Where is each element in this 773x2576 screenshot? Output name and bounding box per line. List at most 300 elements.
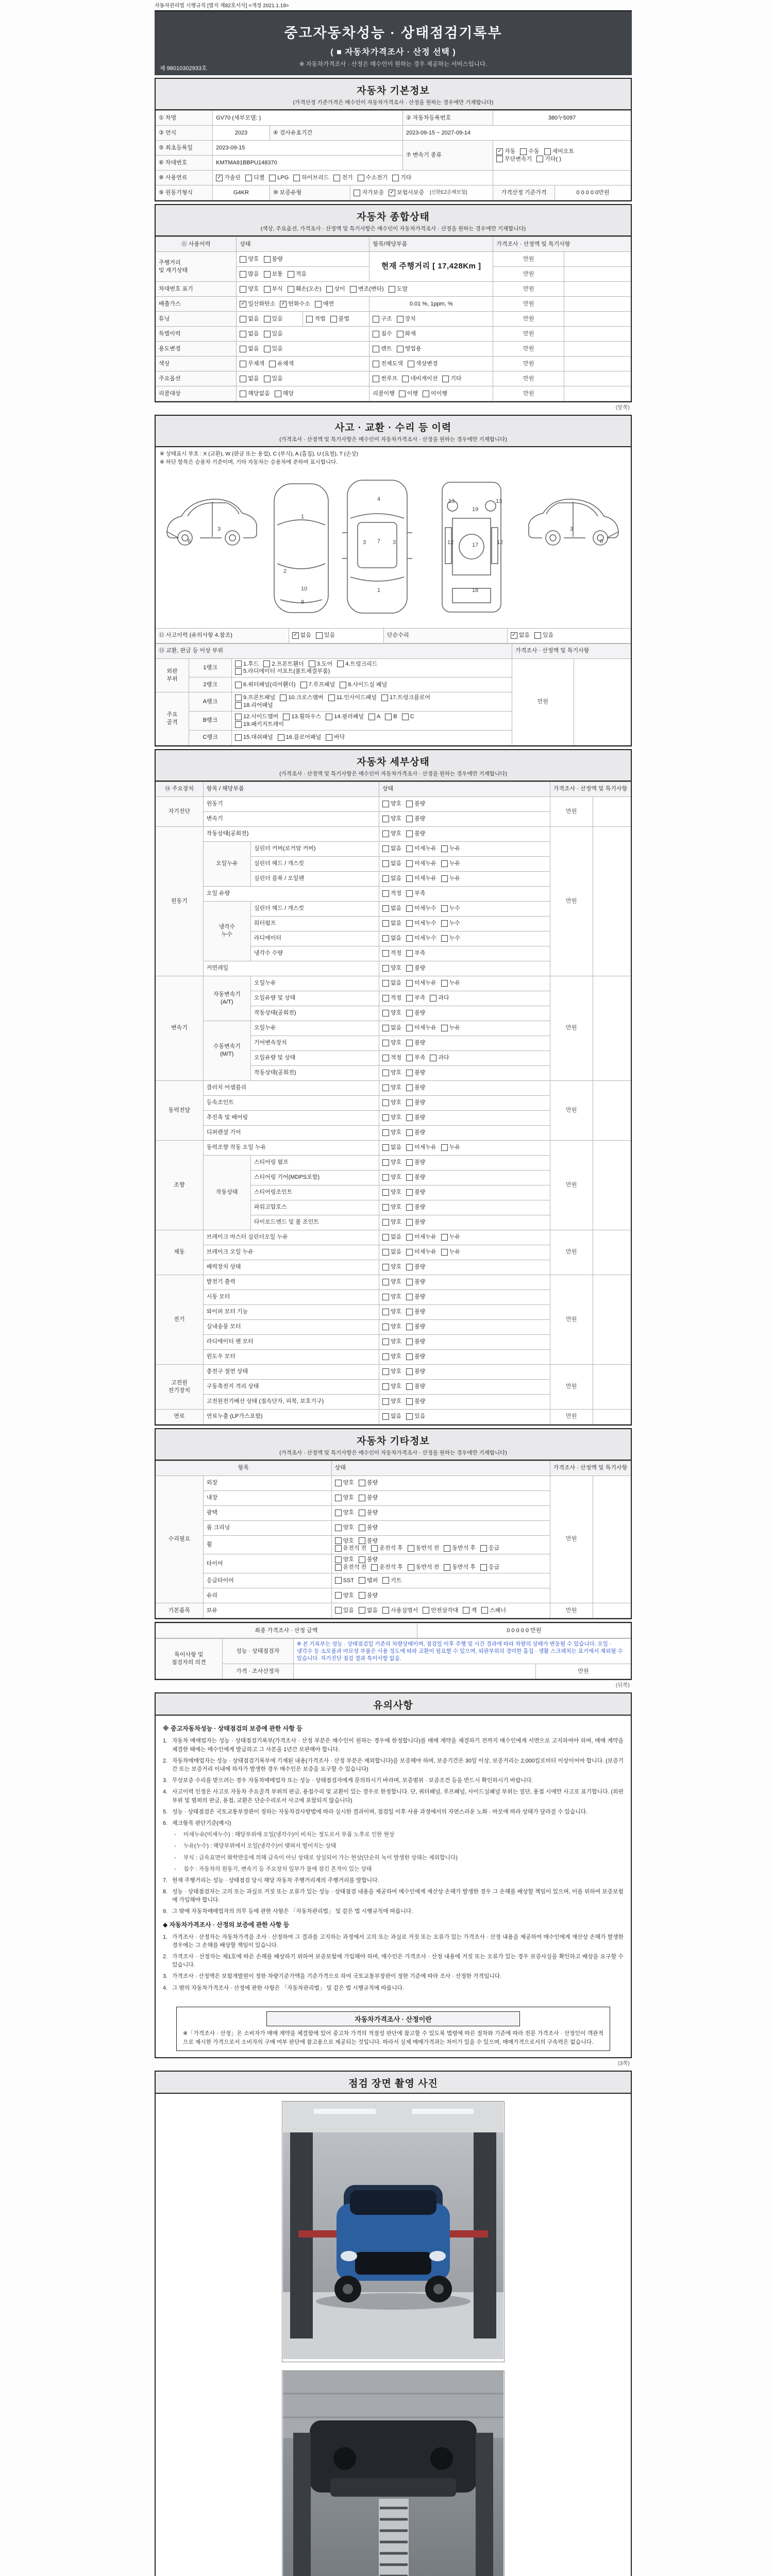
checkbox-누수[interactable]: 누수 [441, 920, 460, 927]
diagram-part-number: 3 [393, 539, 396, 546]
checkbox-미세누유[interactable]: 미세누유 [406, 1144, 436, 1151]
checkbox-없음[interactable]: 없음 [382, 875, 401, 883]
section-etc-title: 자동차 기타정보 [357, 1435, 430, 1447]
checkbox-누유[interactable]: 누유 [441, 1024, 460, 1032]
checkbox-색상변경[interactable]: 색상변경 [408, 360, 438, 368]
table-cell: 1랭크 [189, 658, 232, 677]
checkbox-불량[interactable]: 불량 [406, 1368, 425, 1376]
checkbox-기타( )[interactable]: 기타( ) [536, 156, 561, 163]
checkbox-불량[interactable]: 불량 [406, 1009, 425, 1017]
checkbox-수소전기[interactable]: 수소전기 [358, 174, 388, 182]
checkbox-불량[interactable]: 불량 [406, 1084, 425, 1092]
checkbox-불량[interactable]: 불량 [359, 1509, 378, 1517]
checkbox-양호[interactable]: 양호 [335, 1509, 354, 1517]
page-marker-back: (뒤쪽) [615, 1682, 630, 1689]
checkbox-cell [379, 871, 550, 886]
checkbox-불량[interactable]: 불량 [406, 1159, 425, 1166]
checkbox-cell [303, 312, 369, 327]
checkbox-4.트렁크리드[interactable]: 4.트렁크리드 [337, 660, 377, 668]
checkbox-상이[interactable]: 상이 [326, 285, 345, 293]
diagram-part-number: 1 [377, 587, 381, 594]
checkbox-렌트[interactable]: 렌트 [373, 345, 392, 353]
checkbox-불량[interactable]: 불량 [406, 830, 425, 838]
checkbox-cell [232, 677, 512, 692]
table-cell: 응급타이어 [203, 1573, 331, 1588]
checkbox-세미오토[interactable]: 세미오토 [544, 148, 575, 156]
table-cell: 차대번호 표기 [156, 282, 237, 297]
table-cell: 기본품목 [156, 1603, 203, 1618]
checkbox-양호[interactable]: 양호 [335, 1592, 354, 1600]
checkbox-불량[interactable]: 불량 [406, 1174, 425, 1181]
checkbox-미세누유[interactable]: 미세누유 [406, 875, 436, 883]
table-cell: A랭크 [189, 692, 232, 711]
checkbox-미세누유[interactable]: 미세누유 [406, 979, 436, 987]
checkbox-있음[interactable]: 있음 [335, 1607, 354, 1615]
checkbox-장치[interactable]: 장치 [397, 315, 416, 323]
checkbox-cell [237, 371, 369, 386]
table-cell: 실린더 커버(로커암 커버) [250, 841, 379, 856]
price-appraisal-box-title: 자동차가격조사 · 산정이란 [266, 2011, 520, 2026]
notice-body [156, 1716, 631, 2001]
table-cell: ⑬ 교환, 판금 등 이상 부위 [156, 643, 512, 658]
checkbox-1.후드[interactable]: 1.후드 [235, 660, 259, 668]
table-cell [593, 1603, 631, 1618]
table-cell: 성능 · 상태점검자 [222, 1638, 293, 1664]
checkbox-사용설명서[interactable]: 사용설명서 [382, 1607, 418, 1615]
exchange-panel-table [156, 643, 631, 745]
diagram-part-number: 1 [301, 513, 305, 520]
checkbox-양호[interactable]: 양호 [335, 1537, 354, 1545]
value-warranty-type: 자가보증 ✓ 보험사보증 [신한EZ손해보험] [350, 185, 493, 200]
checkbox-없음[interactable]: ✓ 없음 [511, 632, 530, 639]
checkbox-양호[interactable]: 양호 [382, 1084, 401, 1092]
checkbox-불량[interactable]: 불량 [359, 1556, 378, 1564]
checkbox-바닥[interactable]: 바닥 [326, 734, 345, 741]
checkbox-불법[interactable]: 불법 [330, 315, 349, 323]
checkbox-cell [379, 1290, 550, 1304]
table-cell [593, 1080, 631, 1140]
checkbox-불량[interactable]: 불량 [406, 1114, 425, 1122]
statute-reference: 자동차관리법 시행규칙 [별지 제82호서식] <개정 2021.1.19> [155, 3, 289, 9]
checkbox-미세누유[interactable]: 미세누유 [406, 860, 436, 868]
checkbox-미세누수[interactable]: 미세누수 [406, 935, 436, 942]
checkbox-없음[interactable]: 없음 [382, 860, 401, 868]
checkbox-양호[interactable]: 양호 [382, 1099, 401, 1107]
checkbox-안전삼각대[interactable]: 안전삼각대 [423, 1607, 458, 1615]
checkbox-양호[interactable]: 양호 [382, 1114, 401, 1122]
checkbox-SST[interactable]: SST [335, 1577, 354, 1585]
checkbox-불량[interactable]: 불량 [406, 1189, 425, 1196]
section-detail-header [156, 750, 631, 782]
checkbox-양호[interactable]: 양호 [382, 1308, 401, 1316]
diagram-front-top [274, 484, 328, 613]
checkbox-양호[interactable]: 양호 [382, 1174, 401, 1181]
checkbox-cell [379, 1394, 550, 1409]
checkbox-과다[interactable]: 과다 [430, 1054, 449, 1062]
table-cell [564, 327, 631, 342]
checkbox-양호[interactable]: 양호 [382, 1159, 401, 1166]
checkbox-양호[interactable]: 양호 [382, 1368, 401, 1376]
checkbox-19.패키지트레이[interactable]: 19.패키지트레이 [235, 721, 284, 728]
checkbox-양호[interactable]: 양호 [382, 1398, 401, 1405]
checkbox-cell [379, 931, 550, 946]
checkbox-수동[interactable]: 수동 [520, 148, 539, 156]
checkbox-침수[interactable]: 침수 [373, 330, 392, 338]
checkbox-동반석 전[interactable]: 동반석 전 [408, 1564, 440, 1571]
checkbox-매연[interactable]: 매연 [315, 300, 334, 308]
checkbox-불량[interactable]: 불량 [406, 1129, 425, 1137]
checkbox-불량[interactable]: 불량 [406, 1308, 425, 1316]
checkbox-불량[interactable]: 불량 [406, 1263, 425, 1271]
checkbox-전체도색[interactable]: 전체도색 [373, 360, 403, 368]
checkbox-없음[interactable]: 없음 [382, 1248, 401, 1256]
table-cell [593, 976, 631, 1080]
checkbox-cell [379, 1125, 550, 1140]
checkbox-3.도어[interactable]: 3.도어 [309, 660, 332, 668]
checkbox-불량[interactable]: 불량 [406, 1069, 425, 1077]
checkbox-자동[interactable]: ✓ 자동 [496, 148, 515, 156]
checkbox-양호[interactable]: 양호 [335, 1524, 354, 1532]
checkbox-있음[interactable]: 있음 [264, 330, 283, 338]
checkbox-불량[interactable]: 불량 [406, 1398, 425, 1405]
checkbox-불량[interactable]: 불량 [406, 1218, 425, 1226]
notice-item: 4. 그 밖의 자동차가격조사 · 산정에 관한 사항은 「자동차관리법」 및 같은 법 시행규칙에 따릅니다. [163, 1985, 405, 1991]
checkbox-없음[interactable]: 없음 [240, 315, 259, 323]
checkbox-누유[interactable]: 누유 [441, 1144, 460, 1151]
table-cell: 유리 [203, 1588, 331, 1603]
table-cell: 리콜대상 [156, 386, 237, 401]
checkbox-불량[interactable]: 불량 [406, 1099, 425, 1107]
table-cell: 주행거리 및 계기상태 [156, 252, 237, 282]
checkbox-cell [379, 856, 550, 871]
checkbox-해당[interactable]: 해당 [275, 390, 294, 398]
checkbox-부족[interactable]: 부족 [406, 1054, 425, 1062]
checkbox-누수[interactable]: 누수 [441, 935, 460, 942]
checkbox-cell [379, 1110, 550, 1125]
checkbox-양호[interactable]: 양호 [382, 1323, 401, 1331]
checkbox-응급[interactable]: 응급 [480, 1545, 499, 1552]
page-marker-3: (3쪽) [618, 2060, 630, 2067]
checkbox-템퍼[interactable]: 템퍼 [359, 1577, 378, 1585]
checkbox-적정[interactable]: 적정 [382, 994, 401, 1002]
checkbox-cell [379, 976, 550, 991]
checkbox-없음[interactable]: 없음 [382, 1413, 401, 1420]
checkbox-구조[interactable]: 구조 [373, 315, 392, 323]
table-cell: 라디에이터 [250, 931, 379, 946]
checkbox-적법[interactable]: 적법 [306, 315, 325, 323]
checkbox-6.쿼터패널(리어휀더)[interactable]: 6.쿼터패널(리어휀더) [235, 681, 296, 689]
checkbox-불량[interactable]: 불량 [406, 1353, 425, 1361]
checkbox-미세누유[interactable]: 미세누유 [406, 1248, 436, 1256]
checkbox-디젤[interactable]: 디젤 [245, 174, 264, 182]
checkbox-있음[interactable]: 있음 [264, 375, 283, 383]
checkbox-영업용[interactable]: 영업용 [397, 345, 422, 353]
checkbox-14.필러패널[interactable]: 14.필러패널 [326, 713, 364, 721]
checkbox-운전석 전[interactable]: 운전석 전 [335, 1545, 367, 1552]
checkbox-양호[interactable]: 양호 [382, 1009, 401, 1017]
checkbox-17.트렁크플로어[interactable]: 17.트렁크플로어 [381, 694, 430, 702]
checkbox-양호[interactable]: 양호 [335, 1494, 354, 1502]
checkbox-운전석 후[interactable]: 운전석 후 [371, 1564, 403, 1571]
checkbox-양호[interactable]: 양호 [382, 1204, 401, 1211]
table-cell: 스티어링 펌프 [250, 1155, 379, 1170]
checkbox-운전석 전[interactable]: 운전석 전 [335, 1564, 367, 1571]
table-cell: 작동상태(공회전) [250, 1006, 379, 1021]
checkbox-없음[interactable]: ✓ 없음 [292, 632, 311, 639]
checkbox-없음[interactable]: 없음 [382, 935, 401, 942]
checkbox-부족[interactable]: 부족 [406, 890, 425, 897]
checkbox-9.프론트패널[interactable]: 9.프론트패널 [235, 694, 275, 702]
checkbox-12.사이드멤버[interactable]: 12.사이드멤버 [235, 713, 278, 721]
checkbox-불량[interactable]: 불량 [264, 256, 283, 263]
checkbox-cell [379, 1050, 550, 1065]
checkbox-없음[interactable]: 없음 [382, 979, 401, 987]
checkbox-없음[interactable]: 없음 [240, 345, 259, 353]
table-cell: 연료 [156, 1409, 203, 1424]
checkbox-많음[interactable]: 많음 [240, 270, 259, 278]
checkbox-있음[interactable]: 있음 [316, 632, 335, 639]
checkbox-양호[interactable]: 양호 [382, 964, 401, 972]
table-cell [593, 1364, 631, 1409]
checkbox-전기[interactable]: 전기 [333, 174, 352, 182]
checkbox-부족[interactable]: 부족 [406, 994, 425, 1002]
table-cell: 작동상태(공회전) [250, 1065, 379, 1080]
section-detail-subtitle: (가격조사 · 산정액 및 특기사항은 매수인이 자동차가격조사 · 산정을 원하는 경우에만 기재합니다) [279, 770, 507, 777]
table-cell: 파워고압호스 [250, 1200, 379, 1215]
checkbox-양호[interactable]: 양호 [382, 815, 401, 823]
table-cell: 발전기 출력 [203, 1275, 379, 1290]
section-overall-header [156, 205, 631, 236]
checkbox-적음[interactable]: 적음 [288, 270, 307, 278]
checkbox-불량[interactable]: 불량 [406, 800, 425, 808]
checkbox-C[interactable]: C [402, 713, 414, 721]
checkbox-5.라디에이터 서포트(볼트체결부품)[interactable]: 5.라디에이터 서포트(볼트체결부품) [235, 668, 330, 675]
checkbox-기타[interactable]: 기타 [392, 174, 411, 182]
checkbox-있음[interactable]: 있음 [534, 632, 553, 639]
checkbox-일산화탄소[interactable]: ✓ 일산화탄소 [240, 300, 275, 308]
checkbox-양호[interactable]: 양호 [382, 1039, 401, 1047]
checkbox-누수[interactable]: 누수 [441, 905, 460, 912]
table-cell: 와이퍼 모터 기능 [203, 1304, 379, 1319]
checkbox-cell [379, 1170, 550, 1185]
checkbox-가솔린[interactable]: ✓ 가솔린 [216, 174, 241, 182]
checkbox-누유[interactable]: 누유 [441, 845, 460, 853]
checkbox-13.휠하우스[interactable]: 13.휠하우스 [283, 713, 321, 721]
checkbox-부족[interactable]: 부족 [406, 950, 425, 957]
checkbox-부식[interactable]: 부식 [264, 285, 283, 293]
checkbox-스패너[interactable]: 스패너 [481, 1607, 506, 1615]
checkbox-cell [232, 692, 512, 711]
checkbox-미세누유[interactable]: 미세누유 [406, 1233, 436, 1241]
checkbox-불량[interactable]: 불량 [359, 1592, 378, 1600]
checkbox-없음[interactable]: 없음 [240, 375, 259, 383]
checkbox-양호[interactable]: 양호 [382, 830, 401, 838]
checkbox-화재[interactable]: 화재 [397, 330, 416, 338]
table-cell: 만원 [550, 1476, 593, 1603]
checkbox-양호[interactable]: 양호 [240, 285, 259, 293]
checkbox-양호[interactable]: 양호 [335, 1479, 354, 1487]
checkbox-이행[interactable]: 이행 [399, 390, 418, 398]
checkbox-미세누수[interactable]: 미세누수 [406, 920, 436, 927]
checkbox-하이브리드[interactable]: 하이브리드 [293, 174, 329, 182]
checkbox-동반석 전[interactable]: 동반석 전 [408, 1545, 440, 1552]
checkbox-16.플로어패널[interactable]: 16.플로어패널 [278, 734, 321, 741]
checkbox-적정[interactable]: 적정 [382, 950, 401, 957]
checkbox-양호[interactable]: 양호 [382, 1263, 401, 1271]
checkbox-없음[interactable]: 없음 [240, 330, 259, 338]
table-cell: 만원 [493, 386, 564, 401]
checkbox-18.리어패널[interactable]: 18.리어패널 [235, 702, 273, 709]
checkbox-누유[interactable]: 누유 [441, 860, 460, 868]
section-photos [155, 2071, 632, 2576]
checkbox-15.대쉬패널[interactable]: 15.대쉬패널 [235, 734, 273, 741]
value-first-registered: 2023-09-15 [213, 141, 403, 156]
checkbox-훼손(오손)[interactable]: 훼손(오손) [288, 285, 322, 293]
checkbox-cell [379, 1095, 550, 1110]
table-cell: 자동변속기 (A/T) [203, 976, 250, 1021]
checkbox-기타[interactable]: 기타 [442, 375, 461, 383]
checkbox-적정[interactable]: 적정 [382, 890, 401, 897]
diagram-part-number: 19 [472, 506, 479, 513]
checkbox-미세누수[interactable]: 미세누수 [406, 905, 436, 912]
checkbox-도말[interactable]: 도말 [389, 285, 408, 293]
checkbox-양호[interactable]: 양호 [382, 1218, 401, 1226]
checkbox-양호[interactable]: 양호 [382, 1278, 401, 1286]
table-cell: 가격조사 · 산정액 및 특기사항 [512, 643, 631, 658]
checkbox-운전석 후[interactable]: 운전석 후 [371, 1545, 403, 1552]
checkbox-없음[interactable]: 없음 [382, 845, 401, 853]
checkbox-불량[interactable]: 불량 [406, 1323, 425, 1331]
checkbox-불량[interactable]: 불량 [406, 1383, 425, 1391]
table-cell: ③ 연식 [156, 126, 213, 141]
checkbox-cell [331, 1476, 550, 1490]
checkbox-A[interactable]: A [368, 713, 380, 721]
checkbox-적정[interactable]: 적정 [382, 1054, 401, 1062]
table-cell: 만원 [493, 267, 564, 282]
checkbox-동반석 후[interactable]: 동반석 후 [444, 1564, 476, 1571]
value-mileage: 현재 주행거리 [ 17,428Km ] [369, 252, 493, 282]
checkbox-변조(변타)[interactable]: 변조(변타) [350, 285, 384, 293]
checkbox-cell [379, 1379, 550, 1394]
checkbox-미이행[interactable]: 미이행 [423, 390, 447, 398]
checkbox-누유[interactable]: 누유 [441, 1248, 460, 1256]
checkbox-있음[interactable]: 있음 [264, 315, 283, 323]
checkbox-미세누유[interactable]: 미세누유 [406, 1024, 436, 1032]
table-cell: ⑦ 변속기 종류 [402, 141, 493, 171]
table-cell: 가격조사 · 산정액 및 특기사항 [550, 782, 631, 796]
table-cell: 냉각수 수량 [250, 946, 379, 961]
checkbox-해당없음[interactable]: 해당없음 [240, 390, 270, 398]
checkbox-썬루프[interactable]: 썬루프 [373, 375, 397, 383]
checkbox-미세누유[interactable]: 미세누유 [406, 845, 436, 853]
table-cell: 조향 [156, 1140, 203, 1230]
checkbox-양호[interactable]: 양호 [382, 1338, 401, 1346]
checkbox-양호[interactable]: 양호 [382, 1189, 401, 1196]
checkbox-자가보증[interactable]: 자가보증 [354, 189, 384, 197]
checkbox-탄화수소[interactable]: ✓ 탄화수소 [280, 300, 310, 308]
checkbox-11.인사이드패널[interactable]: 11.인사이드패널 [328, 694, 377, 702]
value-transmission [493, 141, 631, 171]
checkbox-없음[interactable]: 없음 [382, 1233, 401, 1241]
checkbox-양호[interactable]: 양호 [382, 1293, 401, 1301]
section-basic-title: 자동차 기본정보 [357, 86, 430, 96]
checkbox-불량[interactable]: 불량 [359, 1537, 378, 1545]
checkbox-누유[interactable]: 누유 [441, 979, 460, 987]
checkbox-불량[interactable]: 불량 [359, 1494, 378, 1502]
checkbox-불량[interactable]: 불량 [359, 1479, 378, 1487]
checkbox-양호[interactable]: 양호 [382, 1129, 401, 1137]
legend-line-1: ※ 상태표시 부호 : X (교환), W (판금 또는 용접), C (부식), A (흠집), U (요철), T (손상) [160, 451, 358, 457]
notice-item: 3. 가격조사 · 산정액은 보험개발원이 정한 차량기준가액을 기준가격으로 하여 국토교통부장관이 정한 기준에 따라 조사 · 산정한 가격입니다. [163, 1973, 502, 1980]
table-cell [593, 1230, 631, 1275]
table-cell: 워터펌프 [250, 916, 379, 931]
checkbox-불량[interactable]: 불량 [406, 1293, 425, 1301]
checkbox-없음[interactable]: 없음 [382, 1144, 401, 1151]
checkbox-없음[interactable]: 없음 [382, 920, 401, 927]
checkbox-과다[interactable]: 과다 [430, 994, 449, 1002]
checkbox-불량[interactable]: 불량 [406, 815, 425, 823]
checkbox-불량[interactable]: 불량 [406, 1338, 425, 1346]
notice-item: 2. 자동차매매업자는 성능 · 상태점검기록부에 기재된 내용(가격조사 · 산정 부분은 제외합니다)을 보증해야 하며, 보증기간은 30일 이상, 보증거리는 2,000킬로미터 이상이어야 합니다. (보증기간 또는 보증거리 이내에 하자가 발생한 경우 매수인은 보증을 요구할 수 있습니다) [163, 1757, 624, 1773]
checkbox-누유[interactable]: 누유 [441, 1233, 460, 1241]
checkbox-LPG[interactable]: LPG [269, 174, 289, 182]
checkbox-키트[interactable]: 키트 [382, 1577, 401, 1585]
checkbox-양호[interactable]: 양호 [382, 800, 401, 808]
checkbox-잭[interactable]: 잭 [463, 1607, 477, 1615]
checkbox-불량[interactable]: 불량 [359, 1524, 378, 1532]
table-cell: 윈도우 모터 [203, 1349, 379, 1364]
checkbox-보험사보증[interactable]: ✓ 보험사보증 [389, 189, 424, 197]
checkbox-양호[interactable]: 양호 [382, 1353, 401, 1361]
table-cell: 스티어링조인트 [250, 1185, 379, 1200]
checkbox-10.크로스멤버[interactable]: 10.크로스멤버 [280, 694, 323, 702]
checkbox-있음[interactable]: 있음 [406, 1413, 425, 1420]
table-cell: 수리필요 [156, 1476, 203, 1603]
checkbox-응급[interactable]: 응급 [480, 1564, 499, 1571]
table-cell: ⑨ 원동기형식 [156, 185, 213, 200]
checkbox-8.사이드실 패널[interactable]: 8.사이드실 패널 [340, 681, 387, 689]
checkbox-양호[interactable]: 양호 [382, 1383, 401, 1391]
table-cell: 오일유량 및 상태 [250, 1050, 379, 1065]
checkbox-유채색[interactable]: 유채색 [269, 360, 294, 368]
table-cell: 가격 · 조사산정자 [222, 1664, 293, 1679]
checkbox-누유[interactable]: 누유 [441, 875, 460, 883]
notice-item: 3. 무상보증 수리를 받으려는 경우 자동차매매업자 또는 성능 · 상태점검자에게 문의하시기 바라며, 보증범위 · 보증조건 등을 반드시 확인하시기 바랍니다. [163, 1777, 533, 1784]
checkbox-양호[interactable]: 양호 [240, 256, 259, 263]
checkbox-2.프론트휀더[interactable]: 2.프론트휀더 [263, 660, 304, 668]
checkbox-동반석 후[interactable]: 동반석 후 [444, 1545, 476, 1552]
checkbox-양호[interactable]: 양호 [382, 1069, 401, 1077]
checkbox-없음[interactable]: 없음 [359, 1607, 378, 1615]
checkbox-없음[interactable]: 없음 [382, 1024, 401, 1032]
table-cell: 가격조사 · 산정액 및 특기사항 [493, 237, 631, 252]
checkbox-보통[interactable]: 보통 [264, 270, 283, 278]
checkbox-무단변속기[interactable]: 무단변속기 [496, 156, 532, 163]
checkbox-7.루프패널[interactable]: 7.루프패널 [300, 681, 335, 689]
checkbox-있음[interactable]: 있음 [264, 345, 283, 353]
table-cell: 만원 [550, 1080, 593, 1140]
checkbox-불량[interactable]: 불량 [406, 1278, 425, 1286]
checkbox-불량[interactable]: 불량 [406, 1204, 425, 1211]
checkbox-불량[interactable]: 불량 [406, 1039, 425, 1047]
checkbox-없음[interactable]: 없음 [382, 905, 401, 912]
notice-item: 7. 현재 주행거리는 성능 · 상태점검 당시 해당 자동차 주행거리계의 주행거리를 말합니다. [163, 1877, 379, 1884]
checkbox-네비게이션[interactable]: 네비게이션 [402, 375, 438, 383]
checkbox-불량[interactable]: 불량 [406, 964, 425, 972]
checkbox-무채색[interactable]: 무채색 [240, 360, 264, 368]
checkbox-B[interactable]: B [385, 713, 397, 721]
checkbox-양호[interactable]: 양호 [335, 1556, 354, 1564]
